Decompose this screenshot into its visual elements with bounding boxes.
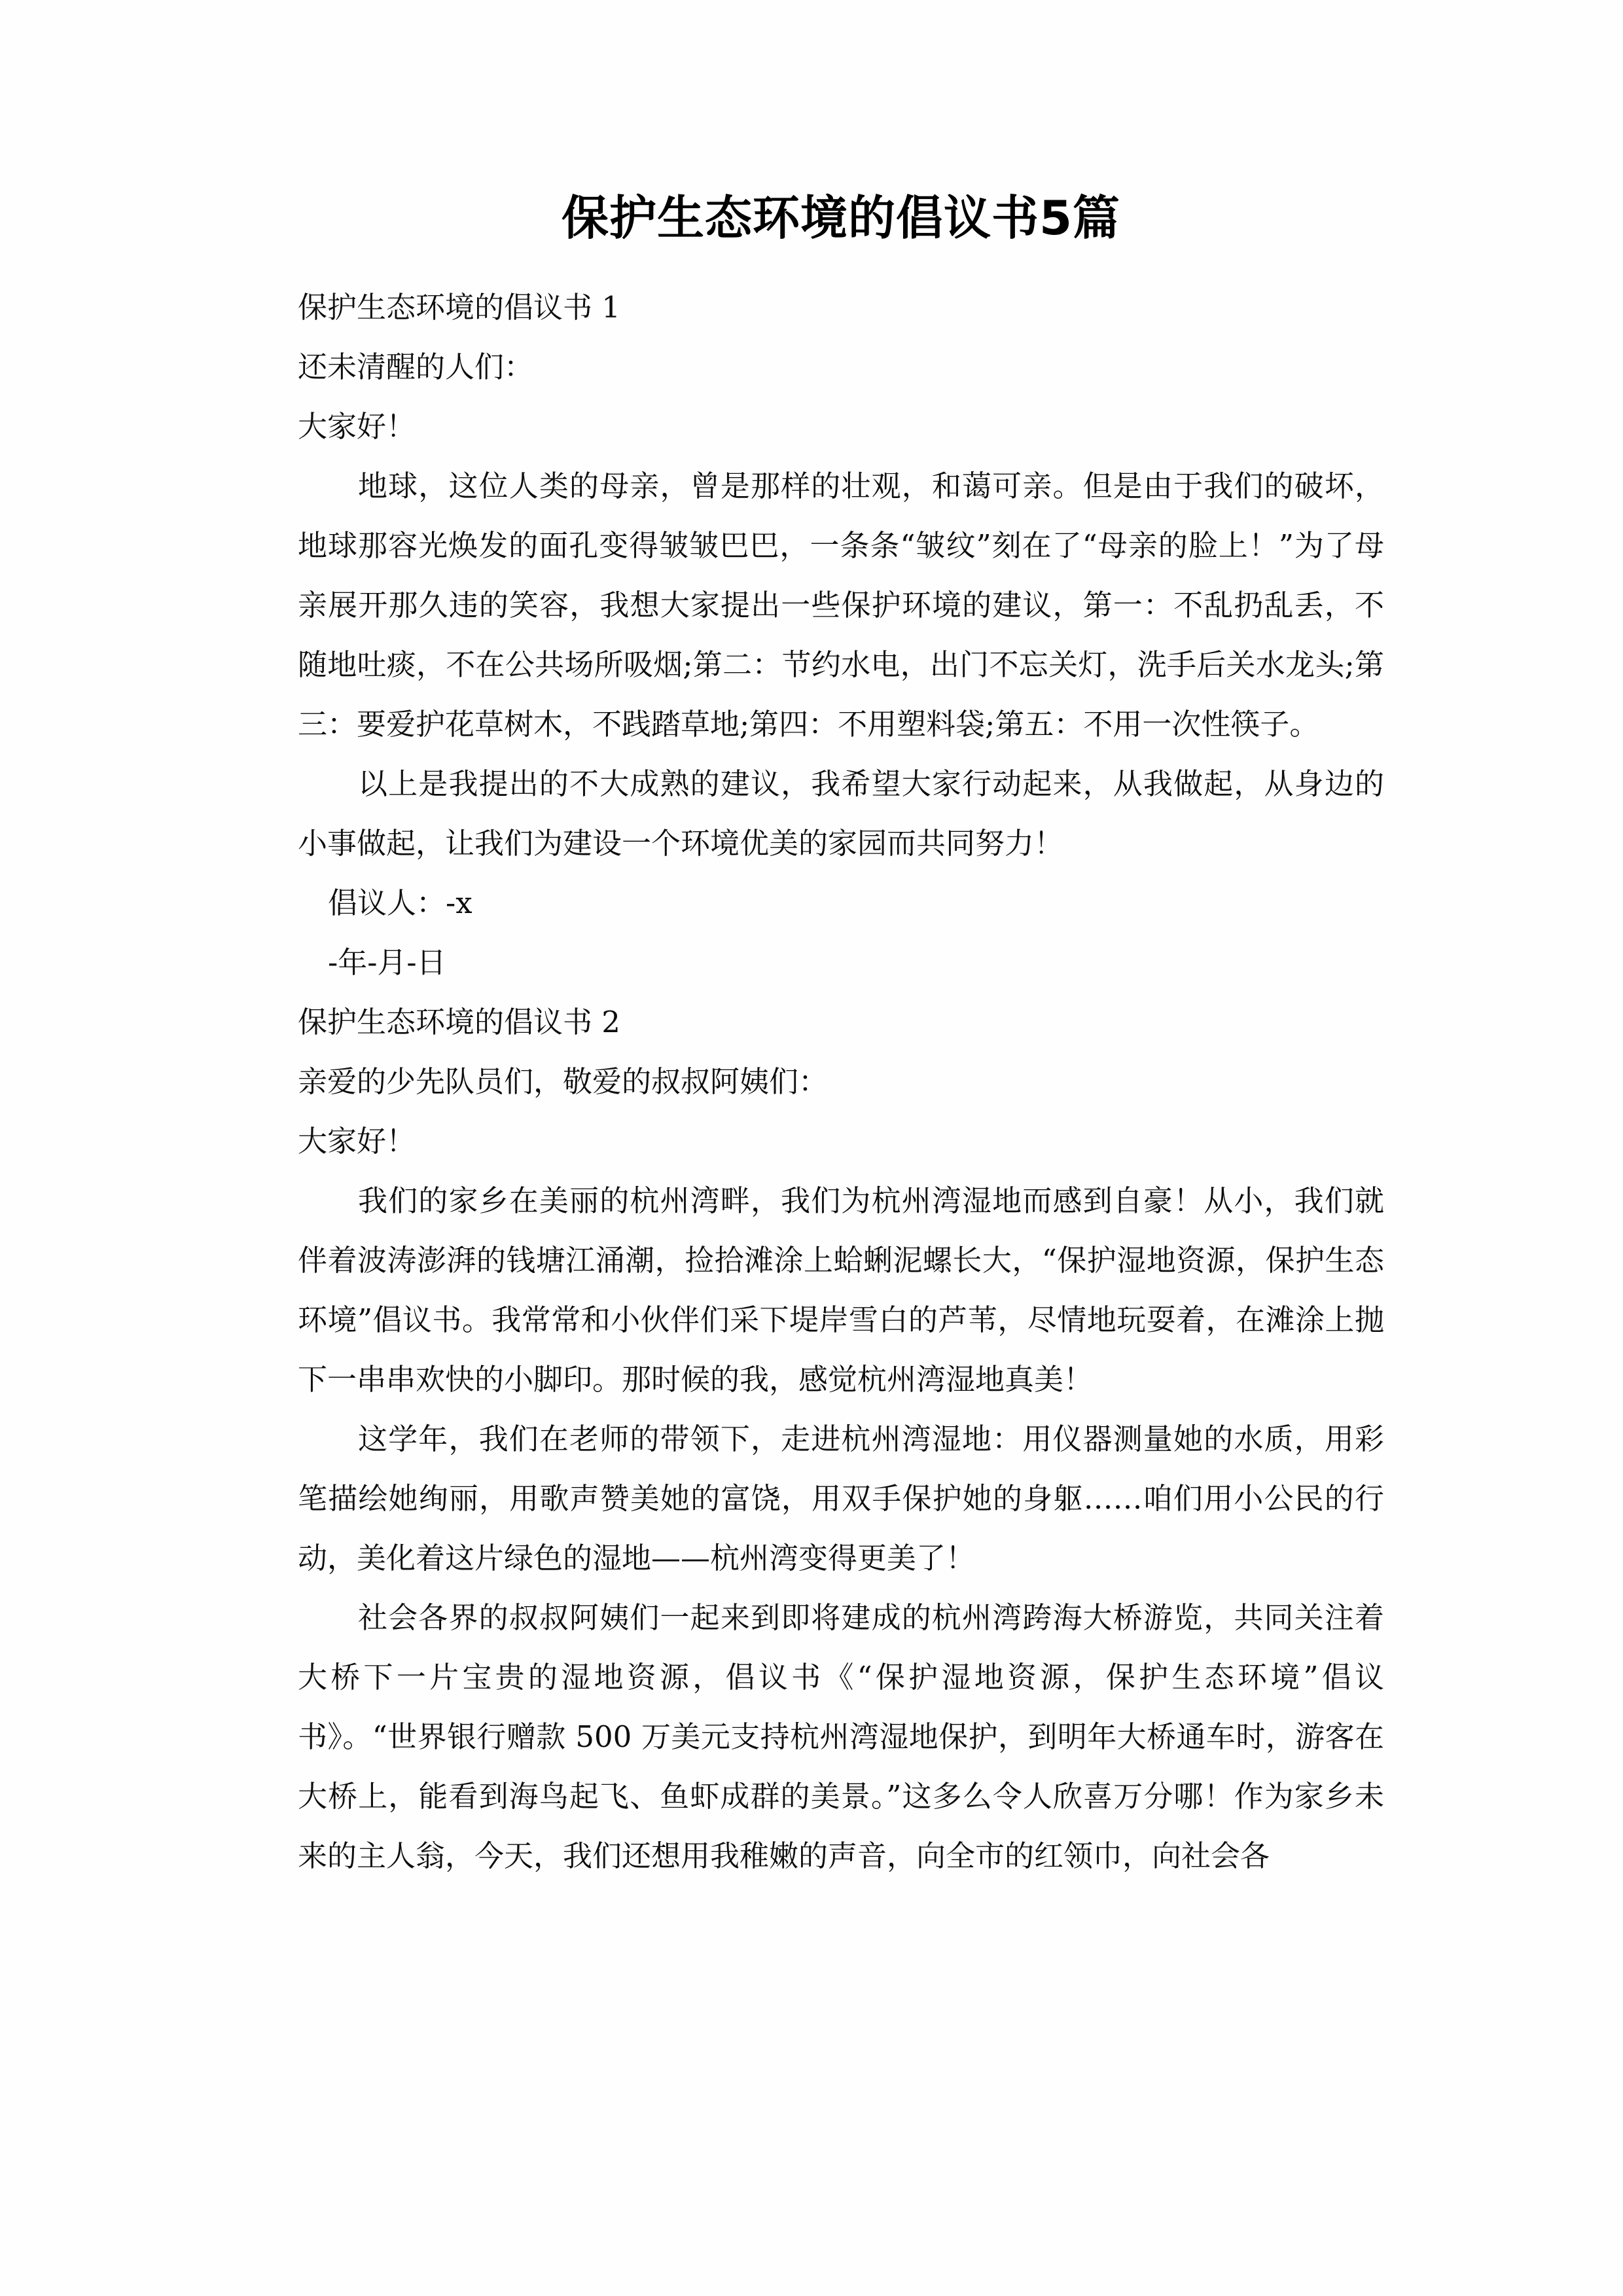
body-paragraph-1-1: 地球，这位人类的母亲，曾是那样的壮观，和蔼可亲。但是由于我们的破坏，地球那容光焕发的面孔变得皱皱巴巴，一条条“皱纹”刻在了“母亲的脸上！”为了母亲展开那久违的笑容，我想大家提出一些保护环境的建议，第一：不乱扔乱丢，不随地吐痰，不在公共场所吸烟;第二：节约水电，出门不忘关灯，洗手后关水龙头;第三：要爱护花草树木，不践踏草地;第四：不用塑料袋;第五：不用一次性筷子。: [298, 469, 1384, 742]
section-heading-1: 保护生态环境的倡议书 1: [298, 290, 620, 325]
body-paragraph-2-1: 我们的家乡在美丽的杭州湾畔，我们为杭州湾湿地而感到自豪！从小，我们就伴着波涛澎湃的钱塘江涌潮，捡拾滩涂上蛤蜊泥螺长大，“保护湿地资源，保护生态环境”倡议书。我常常和小伙伴们采下堤岸雪白的芦苇，尽情地玩耍着，在滩涂上抛下一串串欢快的小脚印。那时候的我，感觉杭州湾湿地真美！: [298, 1183, 1384, 1397]
page-title: 保护生态环境的倡议书5篇: [561, 190, 1121, 245]
salutation-2: 亲爱的少先队员们，敬爱的叔叔阿姨们：: [298, 1064, 829, 1099]
document-body: [298, 278, 1384, 1886]
signature-line-1: 倡议人：-x: [328, 886, 473, 920]
body-paragraph-2-2: 这学年，我们在老师的带领下，走进杭州湾湿地：用仪器测量她的水质，用彩笔描绘她绚丽，用歌声赞美她的富饶，用双手保护她的身躯……咱们用小公民的行动，美化着这片绿色的湿地——杭州湾变得更美了！: [298, 1422, 1384, 1575]
section-heading-2: 保护生态环境的倡议书 2: [298, 1005, 620, 1039]
salutation-1: 还未清醒的人们：: [298, 350, 534, 384]
date-line-1: -年-月-日: [328, 945, 446, 980]
document-content: [298, 0, 1384, 1886]
greeting-2: 大家好！: [298, 1124, 416, 1158]
body-paragraph-1-2: 以上是我提出的不大成熟的建议，我希望大家行动起来，从我做起，从身边的小事做起，让我们为建设一个环境优美的家园而共同努力！: [298, 766, 1384, 861]
body-paragraph-2-3: 社会各界的叔叔阿姨们一起来到即将建成的杭州湾跨海大桥游览，共同关注着大桥下一片宝贵的湿地资源，倡议书《“保护湿地资源，保护生态环境”倡议书》。“世界银行赠款 500 万美元支持杭州湾湿地保护，到明年大桥通车时，游客在大桥上，能看到海鸟起飞、鱼虾成群的美景。”这多么令人欣喜万分哪！作为家乡未来的主人翁，今天，我们还想用我稚嫩的声音，向全市的红领巾，向社会各: [298, 1600, 1384, 1873]
greeting-1: 大家好！: [298, 409, 416, 444]
